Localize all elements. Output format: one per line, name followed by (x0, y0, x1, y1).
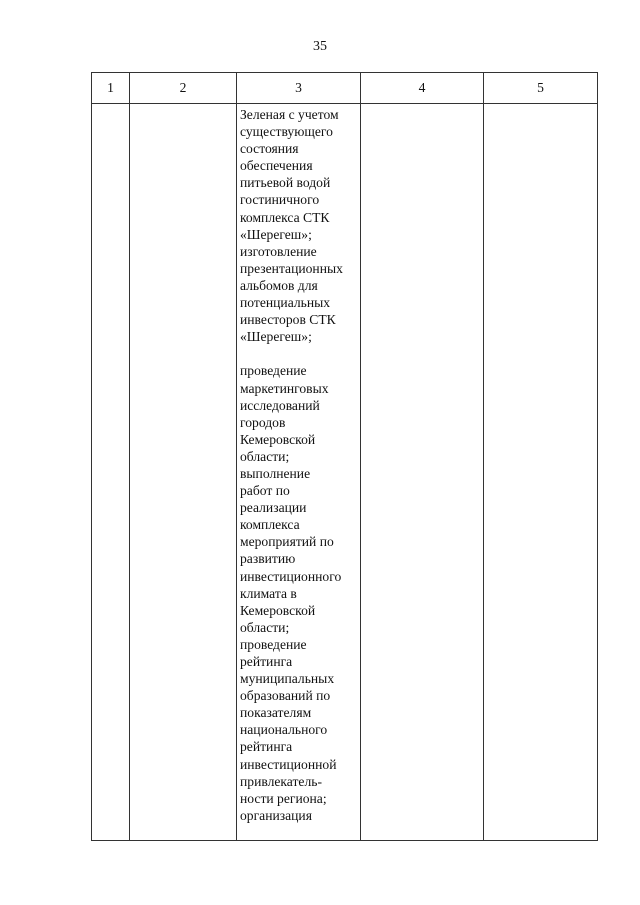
cell-text-col2 (130, 104, 236, 106)
table-cell-col5 (484, 104, 598, 841)
column-header-4: 4 (361, 73, 484, 104)
table-cell-col2 (130, 104, 237, 841)
table-header-row (92, 73, 598, 104)
cell-text-col1 (92, 104, 129, 106)
cell-text-col3: Зеленая с учетом существующего состояния обеспечения питьевой водой гостиничного комплекса СТК «Шерегеш»; изготовление презентационных альбомов для потенциальных инвесторов СТК «Шерегеш»; проведение маркетинговых исследований городов Кемеровской области; выполнение работ по реализации комплекса мероприятий по развитию инвестиционного климата в Кемеровской области; проведение рейтинга муниципальных образований по показателям национального рейтинга инвестиционной привлекатель- ности региона; организация (240, 107, 343, 823)
column-header-5: 5 (484, 73, 598, 104)
table-cell-col1 (92, 104, 130, 841)
cell-text-col5 (484, 104, 597, 106)
document-table (91, 72, 598, 841)
table-cell-col4 (361, 104, 484, 841)
page-number: 35 (313, 39, 327, 54)
column-header-2: 2 (130, 73, 237, 104)
table-cell-col3 (237, 104, 361, 841)
table-row (92, 104, 598, 841)
column-header-3: 3 (237, 73, 361, 104)
cell-text-col4 (361, 104, 483, 106)
column-header-1: 1 (92, 73, 130, 104)
